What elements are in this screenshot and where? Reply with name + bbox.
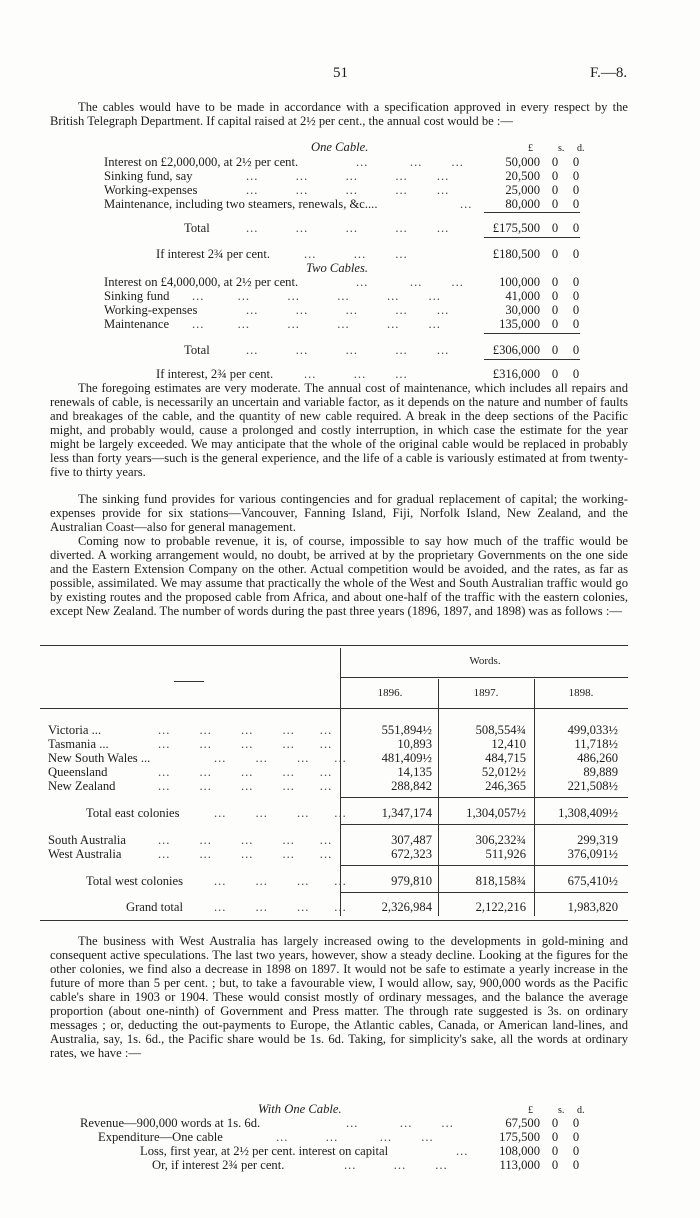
table-row: Tasmania ... ... ... ... ... ... 10,893 12,410 11,718½: [48, 737, 618, 751]
subtotal-rule: [484, 212, 580, 213]
with-one-cable-row: Loss, first year, at 2½ per cent. interest on capital ... 108,000 0 0: [140, 1144, 580, 1158]
with-one-cable-heading: With One Cable.: [258, 1102, 342, 1116]
paragraph-revenue: Coming now to probable revenue, it is, of course, impossible to say how much of the traffic would be diverted. A working arrangement would, no doubt, be arrived at by the proprietary Governments on the one side and the Eastern Extension Company on the other. Actual competition would be avoided, and the rates, as far as possible, assimilated. We may assume that practically the whole of the West and South Australian traffic would go by existing routes and the proposed cable from Africa, and about one-half of the traffic with the eastern colonies, except New Zealand. The number of words during the past three years (1896, 1897, and 1898) was as follows :—: [50, 534, 628, 618]
two-cables-row: Interest on £4,000,000, at 2½ per cent. ... ... ... 100,000 0 0: [104, 275, 580, 289]
table-row: New South Wales ... ... ... ... ... 481,409½ 484,715 486,260: [48, 751, 618, 765]
one-cable-heading: One Cable.: [311, 140, 369, 154]
table-grand-total-row: Grand total ... ... ... ... 2,326,984 2,122,216 1,983,820: [126, 900, 618, 914]
paragraph-sinking-fund: The sinking fund provides for various contingencies and for gradual replacement of capital; the working-expenses provide for six stations—Vancouver, Fanning Island, Fiji, Norfolk Island, New Zealand, and the Australian Coast—also for general management.: [50, 492, 628, 534]
intro-paragraph: The cables would have to be made in accordance with a specification approved in every respect by the British Telegraph Department. If capital raised at 2½ per cent., the annual cost would be :—: [50, 100, 628, 128]
table-row: Queensland ... ... ... ... ... 14,135 52,012½ 89,889: [48, 765, 618, 779]
one-cable-row: Maintenance, including two steamers, renewals, &c.... ... 80,000 0 0: [104, 197, 580, 211]
two-cables-heading: Two Cables.: [306, 261, 369, 275]
pounds-col-head: £: [528, 143, 533, 154]
total-rule: [484, 359, 580, 360]
two-cables-row: Maintenance ... ... ... ... ... ... 135,000 0 0: [104, 317, 580, 331]
subtotal-rule: [484, 333, 580, 334]
with-one-cable-row: Expenditure—One cable ... ... ... ... 175,500 0 0: [98, 1130, 580, 1144]
pence-col-head: d.: [577, 1105, 585, 1116]
paragraph-west-australia: The business with West Australia has largely increased owing to the developments in gold-mining and consequent active speculations. The last two years, however, show a steady decline. Looking at the figures for the other colonies, we find also a decrease in 1898 on 1897. It would not be safe to estimate a yearly increase in the future of more than 5 per cent. ; but, to take a favourable view, I would allow, say, 900,000 words as the Pacific cable's share in 1903 or 1904. These would consist mostly of ordinary messages, and the balance the average proportion (about one-ninth) of Government and Press matter. The through rate suggested is 3s. on ordinary messages ; or, deducting the out-payments to Europe, the Atlantic cables, Canada, or American land-lines, and Australia, say, 1s. 6d., the Pacific share would be 1s. 6d. Taking, for simplicity's sake, all the words at ordinary rates, we have :—: [50, 934, 628, 1060]
two-cables-row: Working-expenses ... ... ... ... ... 30,000 0 0: [104, 303, 580, 317]
two-cables-alt-row: If interest, 2¾ per cent. ... ... ... £316,000 0 0: [156, 367, 580, 381]
one-cable-row: Working-expenses ... ... ... ... ... 25,000 0 0: [104, 183, 580, 197]
pounds-col-head: £: [528, 1105, 533, 1116]
one-cable-alt-row: If interest 2¾ per cent. ... ... ... £180,500 0 0: [156, 247, 580, 261]
total-rule: [484, 237, 580, 238]
year-header: 1897.: [473, 687, 499, 699]
shillings-col-head: s.: [558, 1105, 565, 1116]
words-header: Words.: [469, 655, 501, 667]
two-cables-total-row: Total ... ... ... ... ... £306,000 0 0: [184, 343, 580, 357]
table-row: West Australia ... ... ... ... ... 672,323 511,926 376,091½: [48, 847, 618, 861]
with-one-cable-row: Revenue—900,000 words at 1s. 6d. ... ... ... 67,500 0 0: [80, 1116, 580, 1130]
table-total-row: Total west colonies ... ... ... ... 979,810 818,158¾ 675,410½: [86, 874, 618, 888]
shillings-col-head: s.: [558, 143, 565, 154]
with-one-cable-row: Or, if interest 2¾ per cent. ... ... ... 113,000 0 0: [152, 1158, 580, 1172]
page-number: 51: [333, 65, 348, 81]
table-total-row: Total east colonies ... ... ... ... 1,347,174 1,304,057½ 1,308,409½: [86, 806, 618, 820]
table-row: New Zealand ... ... ... ... ... 288,842 246,365 221,508½: [48, 779, 618, 793]
one-cable-row: Interest on £2,000,000, at 2½ per cent. ... ... ... 50,000 0 0: [104, 155, 580, 169]
two-cables-row: Sinking fund ... ... ... ... ... ... 41,000 0 0: [104, 289, 580, 303]
one-cable-row: Sinking fund, say ... ... ... ... ... 20,500 0 0: [104, 169, 580, 183]
one-cable-total-row: Total ... ... ... ... ... £175,500 0 0: [184, 221, 580, 235]
year-header: 1898.: [568, 687, 594, 699]
table-row: Victoria ... ... ... ... ... ... 551,894½ 508,554¾ 499,033½: [48, 723, 618, 737]
pence-col-head: d.: [577, 143, 585, 154]
paragraph-maintenance: The foregoing estimates are very moderate. The annual cost of maintenance, which includes all repairs and renewals of cable, is necessarily an uncertain and variable factor, as it depends on the nature and number of faults and breakages of the cable, and the quantity of new cable required. A break in the deep sections of the Pacific might, and probably would, cause a prolonged and costly interruption, in which case the estimate for the year might be largely exceeded. We may anticipate that the whole of the original cable would be replaced in probably less than forty years—such is the general experience, and the life of a cable is variously estimated at from twenty-five to thirty years.: [50, 381, 628, 479]
document-reference: F.—8.: [590, 65, 628, 81]
table-row: South Australia ... ... ... ... ... 307,487 306,232¾ 299,319: [48, 833, 618, 847]
year-header: 1896.: [377, 687, 403, 699]
